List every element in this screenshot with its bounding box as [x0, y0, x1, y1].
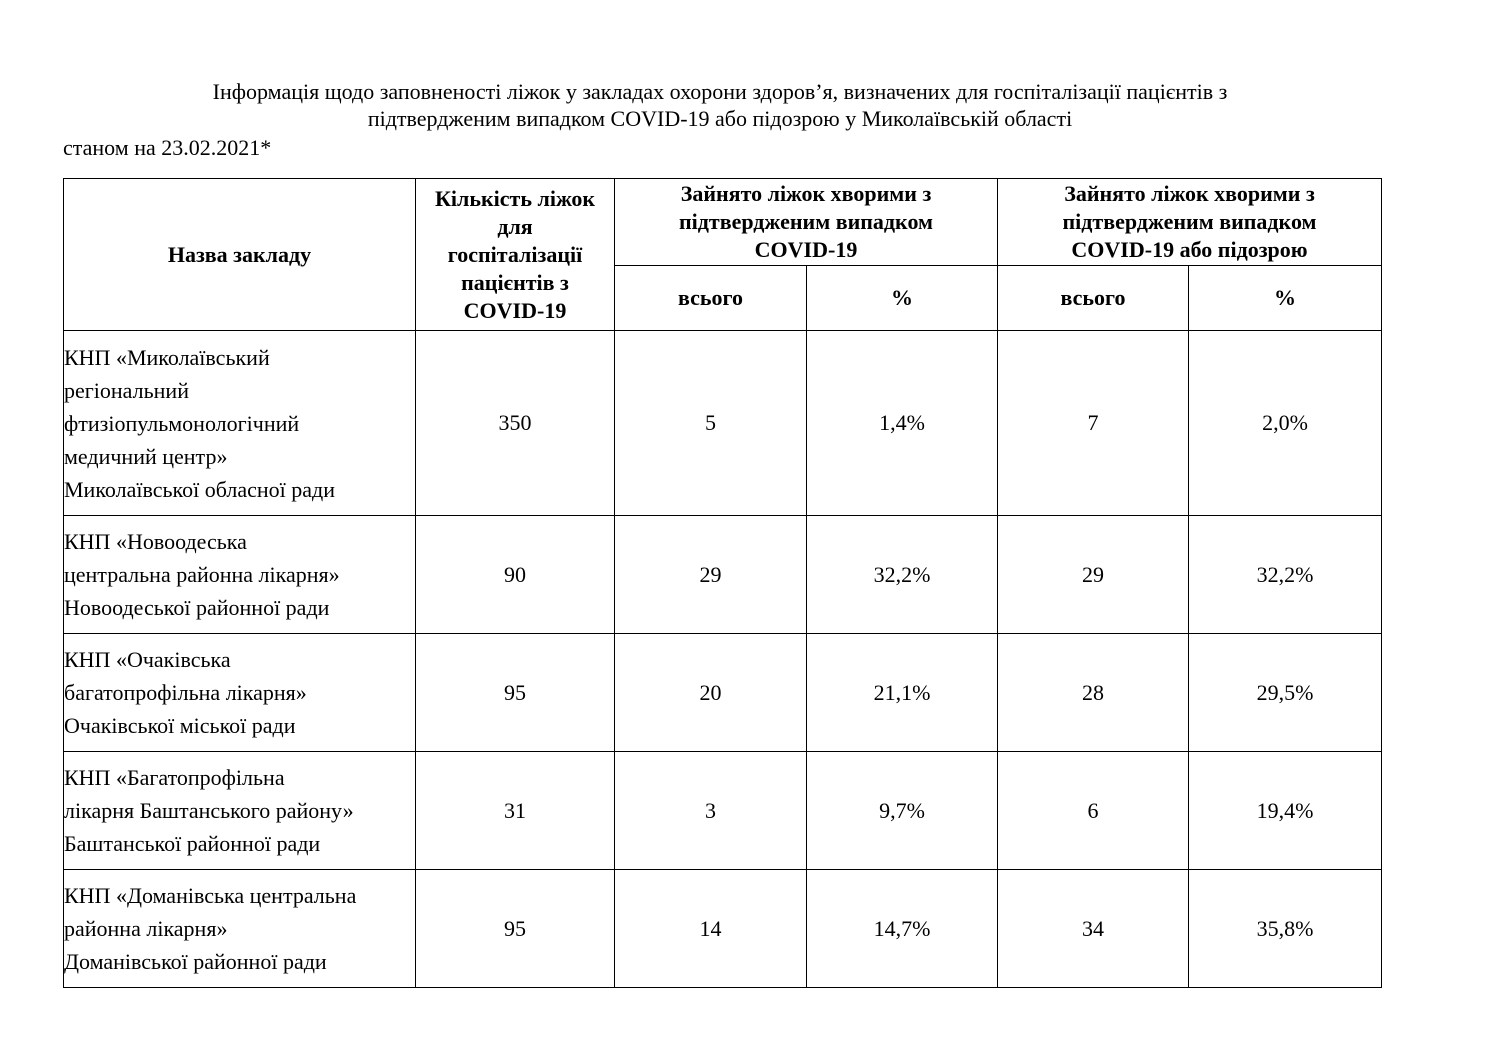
facility-name-line: регіональний: [64, 377, 189, 403]
facility-name-line: центральна районна лікарня»: [64, 562, 340, 587]
facility-name-line: КНП «Миколаївський: [64, 344, 270, 370]
confirmed-total-cell: 29: [615, 516, 807, 634]
facility-name-line: Доманівської районної ради: [64, 949, 327, 974]
title-line-1: Інформація щодо заповненості ліжок у закладах охорони здоров’я, визначених для госпіталізації пацієнтів з: [212, 79, 1228, 104]
facility-name-line: лікарня Баштанського району»: [64, 798, 354, 823]
header-confirmed-label: Зайнято ліжок хворими з підтвердженим випадком COVID-19: [678, 181, 934, 262]
suspected-percent-cell: 19,4%: [1189, 752, 1382, 870]
header-facility-name: Назва закладу: [64, 179, 416, 331]
document-title: [60, 78, 1380, 132]
header-confirmed-percent: %: [807, 266, 998, 331]
confirmed-percent-cell: 14,7%: [807, 870, 998, 988]
suspected-percent-cell: 2,0%: [1189, 331, 1382, 516]
header-confirmed-total: всього: [615, 266, 807, 331]
confirmed-total-cell: 14: [615, 870, 807, 988]
facility-name-cell: [64, 634, 416, 752]
date-line: станом на 23.02.2021*: [63, 135, 272, 160]
confirmed-percent-cell: 21,1%: [807, 634, 998, 752]
table-row: [64, 634, 1382, 752]
facility-name-line: районна лікарня»: [64, 916, 228, 941]
confirmed-total-cell: 5: [615, 331, 807, 516]
facility-name-line: Новоодеської районної ради: [64, 595, 330, 620]
facility-name-line: багатопрофільна лікарня»: [64, 680, 307, 705]
confirmed-total-cell: 3: [615, 752, 807, 870]
facility-name-line: Очаківської міської ради: [64, 713, 296, 738]
table-row: [64, 331, 1382, 516]
suspected-total-cell: 28: [998, 634, 1189, 752]
title-line-2: підтвердженим випадком COVID-19 або підозрою у Миколаївській області: [367, 106, 1073, 131]
header-suspected-percent: %: [1189, 266, 1382, 331]
facility-name-line: КНП «Новоодеська: [64, 529, 247, 554]
table-row: [64, 870, 1382, 988]
table-row: [64, 516, 1382, 634]
suspected-total-cell: 7: [998, 331, 1189, 516]
bed-count-cell: 95: [416, 870, 615, 988]
suspected-total-cell: 34: [998, 870, 1189, 988]
confirmed-total-cell: 20: [615, 634, 807, 752]
facility-name-line: медичний центр»: [64, 443, 228, 469]
header-suspected-label: Зайнято ліжок хворими з підтвердженим випадком COVID-19 або підозрою: [1062, 181, 1317, 262]
bed-count-cell: 350: [416, 331, 615, 516]
bed-occupancy-table: [63, 178, 1382, 988]
header-bed-count: [416, 179, 615, 331]
suspected-total-cell: 29: [998, 516, 1189, 634]
facility-name-cell: [64, 752, 416, 870]
confirmed-percent-cell: 1,4%: [807, 331, 998, 516]
confirmed-percent-cell: 9,7%: [807, 752, 998, 870]
suspected-percent-cell: 32,2%: [1189, 516, 1382, 634]
facility-name-line: КНП «Доманівська центральна: [64, 883, 357, 908]
facility-name-line: Миколаївської обласної ради: [64, 476, 335, 502]
facility-name-cell: [64, 516, 416, 634]
header-confirmed-group: [615, 179, 998, 266]
suspected-percent-cell: 35,8%: [1189, 870, 1382, 988]
table-row: [64, 752, 1382, 870]
facility-name-line: КНП «Багатопрофільна: [64, 765, 285, 790]
bed-count-cell: 95: [416, 634, 615, 752]
confirmed-percent-cell: 32,2%: [807, 516, 998, 634]
suspected-percent-cell: 29,5%: [1189, 634, 1382, 752]
facility-name-line: фтизіопульмонологічний: [64, 410, 300, 436]
bed-count-cell: 31: [416, 752, 615, 870]
suspected-total-cell: 6: [998, 752, 1189, 870]
header-suspected-total: всього: [998, 266, 1189, 331]
header-bed-count-label: Кількість ліжок для госпіталізації пацієнтів з COVID-19: [434, 185, 596, 323]
facility-name-cell: [64, 331, 416, 516]
facility-name-line: Баштанської районної ради: [64, 831, 321, 856]
bed-count-cell: 90: [416, 516, 615, 634]
facility-name-line: КНП «Очаківська: [64, 647, 231, 672]
header-suspected-group: [998, 179, 1382, 266]
facility-name-cell: [64, 870, 416, 988]
